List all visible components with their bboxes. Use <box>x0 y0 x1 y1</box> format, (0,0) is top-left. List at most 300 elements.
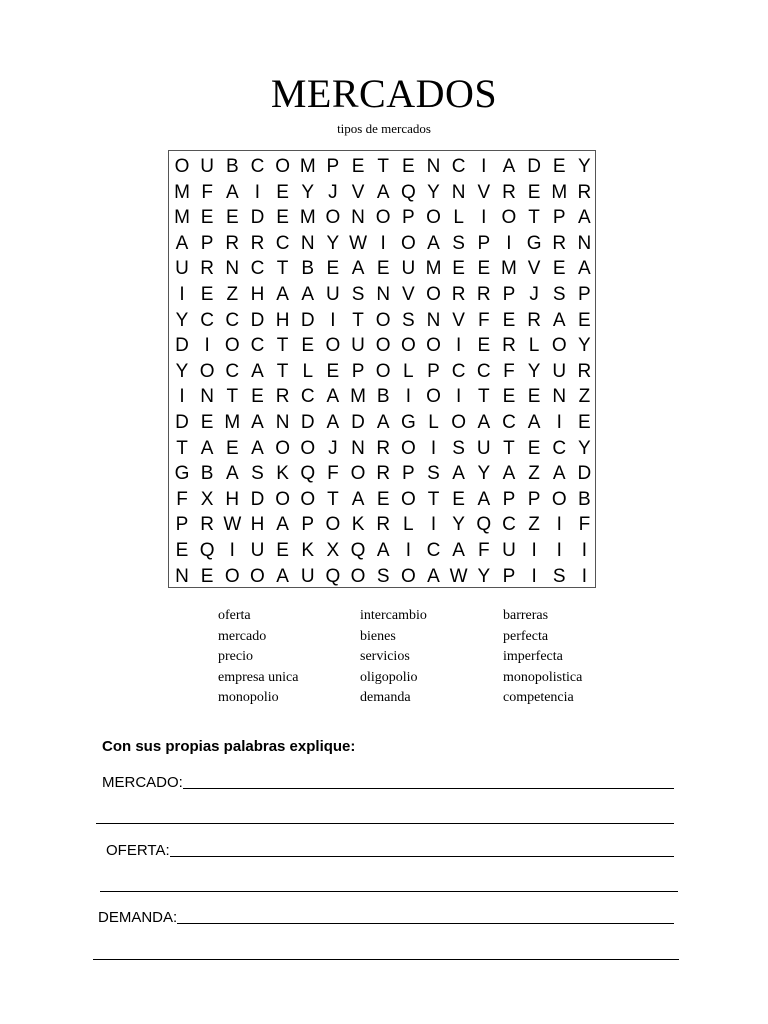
grid-letter[interactable]: A <box>276 565 289 587</box>
grid-letter[interactable]: U <box>401 258 416 280</box>
grid-letter[interactable]: F <box>503 360 515 382</box>
grid-letter[interactable]: J <box>529 284 539 305</box>
grid-letter[interactable]: O <box>400 437 416 459</box>
grid-letter[interactable]: I <box>405 386 411 408</box>
grid-letter[interactable]: U <box>250 540 265 561</box>
grid-letter[interactable]: N <box>225 258 240 280</box>
grid-letter[interactable]: I <box>506 232 512 254</box>
grid-letter[interactable]: Y <box>175 360 189 382</box>
grid-letter[interactable]: I <box>456 335 462 357</box>
demanda-answer-line-2[interactable] <box>93 959 679 960</box>
grid-letter[interactable]: Y <box>578 156 591 177</box>
grid-letter[interactable]: M <box>174 181 190 203</box>
grid-letter[interactable]: T <box>377 156 389 177</box>
grid-letter[interactable]: T <box>427 488 440 510</box>
grid-letter[interactable]: M <box>350 386 366 408</box>
mercado-answer-line-2[interactable] <box>96 823 674 824</box>
grid-letter[interactable]: G <box>526 232 542 254</box>
grid-letter[interactable]: V <box>477 181 491 203</box>
grid-letter[interactable]: O <box>400 335 416 357</box>
grid-letter[interactable]: W <box>223 514 242 536</box>
grid-letter[interactable]: A <box>527 412 541 433</box>
grid-letter[interactable]: G <box>400 412 416 433</box>
grid-letter[interactable]: P <box>502 488 516 510</box>
grid-letter[interactable]: S <box>402 309 415 331</box>
grid-letter[interactable]: A <box>276 514 289 536</box>
grid-letter[interactable]: I <box>430 437 437 459</box>
grid-letter[interactable]: H <box>250 284 265 305</box>
grid-letter[interactable]: I <box>531 540 537 561</box>
grid-letter[interactable]: K <box>301 540 315 561</box>
grid-letter[interactable]: P <box>552 207 566 229</box>
grid-letter[interactable]: A <box>376 540 390 561</box>
grid-letter[interactable]: E <box>251 386 264 408</box>
grid-letter[interactable]: D <box>300 309 315 331</box>
grid-letter[interactable]: O <box>451 412 467 433</box>
grid-letter[interactable]: R <box>577 181 592 203</box>
grid-letter[interactable]: P <box>402 207 415 229</box>
grid-letter[interactable]: U <box>502 540 516 561</box>
grid-letter[interactable]: J <box>328 437 338 459</box>
grid-letter[interactable]: Y <box>477 565 491 587</box>
grid-letter[interactable]: L <box>428 412 439 433</box>
grid-letter[interactable]: I <box>456 386 462 408</box>
grid-letter[interactable]: R <box>200 258 214 280</box>
grid-letter[interactable]: O <box>300 488 316 510</box>
grid-letter[interactable]: S <box>552 565 566 587</box>
grid-letter[interactable]: K <box>276 463 289 485</box>
grid-letter[interactable]: E <box>326 258 340 280</box>
grid-letter[interactable]: M <box>174 207 190 229</box>
grid-letter[interactable]: C <box>502 514 516 536</box>
grid-letter[interactable]: E <box>402 156 415 177</box>
grid-letter[interactable]: V <box>402 284 415 305</box>
grid-letter[interactable]: P <box>326 156 340 177</box>
grid-letter[interactable]: M <box>501 258 517 280</box>
grid-letter[interactable]: O <box>400 488 416 510</box>
grid-letter[interactable]: A <box>251 437 264 459</box>
grid-letter[interactable]: U <box>175 258 189 280</box>
grid-letter[interactable]: A <box>351 488 365 510</box>
grid-letter[interactable]: T <box>226 386 239 408</box>
grid-letter[interactable]: M <box>425 258 442 280</box>
grid-letter[interactable]: D <box>527 156 541 177</box>
grid-letter[interactable]: M <box>299 207 316 229</box>
grid-letter[interactable]: N <box>577 232 592 254</box>
grid-letter[interactable]: A <box>251 412 264 433</box>
grid-letter[interactable]: A <box>477 412 491 433</box>
grid-letter[interactable]: O <box>275 488 290 510</box>
grid-letter[interactable]: F <box>477 309 490 331</box>
grid-letter[interactable]: Q <box>199 540 215 561</box>
grid-letter[interactable]: N <box>175 565 189 587</box>
grid-letter[interactable]: O <box>375 335 391 357</box>
grid-letter[interactable]: R <box>451 284 466 305</box>
grid-letter[interactable]: C <box>451 156 466 177</box>
grid-letter[interactable]: P <box>200 232 214 254</box>
grid-letter[interactable]: I <box>556 412 562 433</box>
grid-letter[interactable]: S <box>452 232 465 254</box>
grid-letter[interactable]: T <box>327 488 339 510</box>
grid-letter[interactable]: Z <box>528 463 540 485</box>
grid-letter[interactable]: I <box>229 540 235 561</box>
grid-letter[interactable]: E <box>301 335 315 357</box>
grid-letter[interactable]: D <box>250 488 265 510</box>
grid-letter[interactable]: P <box>502 284 516 305</box>
grid-letter[interactable]: O <box>426 207 441 229</box>
grid-letter[interactable]: A <box>225 181 239 203</box>
grid-letter[interactable]: O <box>174 156 190 177</box>
grid-letter[interactable]: M <box>551 181 568 203</box>
grid-letter[interactable]: E <box>200 565 214 587</box>
grid-letter[interactable]: N <box>275 412 290 433</box>
grid-letter[interactable]: O <box>400 565 416 587</box>
grid-letter[interactable]: R <box>527 309 541 331</box>
grid-letter[interactable]: O <box>375 309 391 331</box>
grid-letter[interactable]: R <box>502 181 516 203</box>
grid-letter[interactable]: O <box>375 207 391 229</box>
grid-letter[interactable]: C <box>225 360 240 382</box>
grid-letter[interactable]: I <box>556 540 562 561</box>
grid-letter[interactable]: S <box>351 284 365 305</box>
grid-letter[interactable]: P <box>175 514 189 536</box>
grid-letter[interactable]: E <box>477 335 491 357</box>
grid-letter[interactable]: O <box>300 437 316 459</box>
grid-letter[interactable]: O <box>375 360 391 382</box>
grid-letter[interactable]: R <box>476 284 491 305</box>
grid-letter[interactable]: L <box>403 360 414 382</box>
grid-letter[interactable]: E <box>477 258 491 280</box>
grid-letter[interactable]: A <box>376 412 390 433</box>
grid-letter[interactable]: C <box>552 437 567 459</box>
grid-letter[interactable]: O <box>426 335 441 357</box>
grid-letter[interactable]: R <box>376 463 391 485</box>
grid-letter[interactable]: O <box>426 386 441 408</box>
grid-letter[interactable]: T <box>503 437 515 459</box>
grid-letter[interactable]: M <box>299 156 316 177</box>
grid-letter[interactable]: R <box>552 232 567 254</box>
grid-letter[interactable]: E <box>225 207 239 229</box>
grid-letter[interactable]: I <box>380 232 386 254</box>
grid-letter[interactable]: O <box>350 565 366 587</box>
grid-letter[interactable]: E <box>527 181 541 203</box>
grid-letter[interactable]: P <box>578 284 591 305</box>
grid-letter[interactable]: F <box>176 488 188 510</box>
grid-letter[interactable]: Q <box>350 540 366 561</box>
grid-letter[interactable]: L <box>453 207 464 229</box>
grid-letter[interactable]: X <box>326 540 340 561</box>
grid-letter[interactable]: E <box>276 540 289 561</box>
grid-letter[interactable]: O <box>325 207 341 229</box>
grid-letter[interactable]: I <box>430 514 437 536</box>
grid-letter[interactable]: S <box>427 463 440 485</box>
grid-letter[interactable]: U <box>351 335 365 357</box>
grid-letter[interactable]: P <box>301 514 315 536</box>
grid-letter[interactable]: E <box>200 207 214 229</box>
grid-letter[interactable]: N <box>300 232 315 254</box>
oferta-answer-line[interactable] <box>106 840 674 862</box>
grid-letter[interactable]: U <box>552 360 567 382</box>
grid-letter[interactable]: Y <box>301 181 315 203</box>
grid-letter[interactable]: E <box>376 488 390 510</box>
grid-letter[interactable]: U <box>200 156 214 177</box>
grid-letter[interactable]: A <box>477 488 491 510</box>
grid-letter[interactable]: A <box>326 386 340 408</box>
grid-letter[interactable]: D <box>250 207 265 229</box>
grid-letter[interactable]: H <box>225 488 240 510</box>
grid-letter[interactable]: A <box>276 284 289 305</box>
grid-letter[interactable]: Q <box>476 514 492 536</box>
grid-letter[interactable]: E <box>276 181 289 203</box>
grid-letter[interactable]: O <box>250 565 265 587</box>
grid-letter[interactable]: U <box>300 565 315 587</box>
grid-letter[interactable]: B <box>301 258 315 280</box>
grid-letter[interactable]: A <box>502 156 516 177</box>
grid-letter[interactable]: C <box>200 309 214 331</box>
grid-letter[interactable]: V <box>351 181 365 203</box>
grid-letter[interactable]: N <box>426 309 441 331</box>
grid-letter[interactable]: T <box>477 386 490 408</box>
grid-letter[interactable]: O <box>400 232 416 254</box>
grid-letter[interactable]: V <box>527 258 541 280</box>
grid-letter[interactable]: E <box>276 207 289 229</box>
grid-letter[interactable]: F <box>327 463 339 485</box>
grid-letter[interactable]: P <box>351 360 365 382</box>
grid-letter[interactable]: Y <box>326 232 340 254</box>
grid-letter[interactable]: S <box>452 437 465 459</box>
grid-letter[interactable]: Y <box>578 335 591 357</box>
grid-letter[interactable]: I <box>581 540 588 561</box>
grid-letter[interactable]: R <box>250 232 265 254</box>
grid-letter[interactable]: F <box>578 514 591 536</box>
grid-letter[interactable]: H <box>275 309 290 331</box>
grid-letter[interactable]: R <box>225 232 240 254</box>
grid-letter[interactable]: N <box>552 386 567 408</box>
grid-letter[interactable]: A <box>200 437 214 459</box>
grid-letter[interactable]: A <box>427 232 440 254</box>
grid-letter[interactable]: T <box>176 437 188 459</box>
grid-letter[interactable]: I <box>481 156 487 177</box>
mercado-answer-line[interactable] <box>102 772 674 794</box>
grid-letter[interactable]: W <box>349 232 368 254</box>
grid-letter[interactable]: E <box>452 488 465 510</box>
grid-letter[interactable]: E <box>502 309 516 331</box>
grid-letter[interactable]: A <box>175 232 189 254</box>
grid-letter[interactable]: C <box>502 412 516 433</box>
oferta-answer-line-2[interactable] <box>100 891 678 892</box>
grid-letter[interactable]: T <box>276 335 289 357</box>
grid-letter[interactable]: B <box>200 463 214 485</box>
grid-letter[interactable]: A <box>552 463 566 485</box>
grid-letter[interactable]: I <box>581 565 588 587</box>
grid-letter[interactable]: Y <box>477 463 491 485</box>
grid-letter[interactable]: C <box>476 360 491 382</box>
grid-letter[interactable]: H <box>250 514 265 536</box>
grid-letter[interactable]: X <box>200 488 214 510</box>
grid-letter[interactable]: O <box>350 463 366 485</box>
grid-letter[interactable]: E <box>351 156 365 177</box>
grid-letter[interactable]: E <box>452 258 465 280</box>
grid-letter[interactable]: J <box>328 181 338 203</box>
grid-letter[interactable]: A <box>552 309 566 331</box>
grid-letter[interactable]: L <box>403 514 414 536</box>
grid-letter[interactable]: N <box>351 437 365 459</box>
grid-letter[interactable]: Y <box>527 360 541 382</box>
grid-letter[interactable]: R <box>376 437 391 459</box>
grid-letter[interactable]: I <box>204 335 210 357</box>
grid-letter[interactable]: E <box>552 258 566 280</box>
grid-letter[interactable]: P <box>402 463 415 485</box>
grid-letter[interactable]: R <box>200 514 214 536</box>
grid-letter[interactable]: A <box>452 463 465 485</box>
grid-letter[interactable]: C <box>451 360 466 382</box>
grid-letter[interactable]: Y <box>175 309 189 331</box>
grid-letter[interactable]: R <box>376 514 391 536</box>
grid-letter[interactable]: O <box>501 207 517 229</box>
grid-letter[interactable]: O <box>275 437 290 459</box>
grid-letter[interactable]: I <box>405 540 411 561</box>
grid-letter[interactable]: Q <box>325 565 341 587</box>
grid-letter[interactable]: I <box>531 565 537 587</box>
grid-letter[interactable]: S <box>251 463 264 485</box>
grid-letter[interactable]: M <box>224 412 241 433</box>
grid-letter[interactable]: T <box>276 258 289 280</box>
grid-letter[interactable]: I <box>481 207 487 229</box>
grid-letter[interactable]: F <box>477 540 490 561</box>
grid-letter[interactable]: O <box>224 565 240 587</box>
grid-letter[interactable]: I <box>254 181 261 203</box>
grid-letter[interactable]: A <box>351 258 365 280</box>
grid-letter[interactable]: N <box>426 156 441 177</box>
grid-letter[interactable]: K <box>351 514 365 536</box>
grid-letter[interactable]: D <box>250 309 265 331</box>
grid-letter[interactable]: U <box>326 284 340 305</box>
grid-letter[interactable]: O <box>325 335 341 357</box>
grid-letter[interactable]: A <box>578 258 591 280</box>
grid-letter[interactable]: C <box>250 335 265 357</box>
grid-letter[interactable]: D <box>175 412 189 433</box>
grid-letter[interactable]: E <box>502 386 516 408</box>
grid-letter[interactable]: G <box>174 463 190 485</box>
grid-letter[interactable]: U <box>476 437 491 459</box>
grid-letter[interactable]: I <box>179 386 185 408</box>
grid-letter[interactable]: P <box>502 565 516 587</box>
grid-letter[interactable]: Z <box>226 284 239 305</box>
grid-letter[interactable]: A <box>326 412 340 433</box>
word-item: demanda <box>360 690 411 705</box>
page-title: MERCADOS <box>270 71 498 116</box>
grid-letter[interactable]: Q <box>300 463 316 485</box>
grid-letter[interactable]: E <box>326 360 340 382</box>
grid-letter[interactable]: D <box>351 412 365 433</box>
grid-row <box>169 154 595 180</box>
grid-letter[interactable]: C <box>250 258 265 280</box>
grid-letter[interactable]: R <box>502 335 516 357</box>
grid-letter[interactable]: S <box>376 565 390 587</box>
grid-letter[interactable]: C <box>225 309 240 331</box>
grid-letter[interactable]: N <box>351 207 365 229</box>
grid-letter[interactable]: C <box>426 540 441 561</box>
grid-letter[interactable]: E <box>225 437 239 459</box>
grid-letter[interactable]: P <box>477 232 491 254</box>
grid-letter[interactable]: A <box>251 360 264 382</box>
grid-letter[interactable]: A <box>502 463 516 485</box>
grid-letter[interactable]: D <box>175 335 189 357</box>
grid-letter[interactable]: E <box>578 309 591 331</box>
grid-letter[interactable]: A <box>452 540 465 561</box>
grid-letter[interactable]: E <box>578 412 591 433</box>
grid-letter[interactable]: T <box>352 309 364 331</box>
grid-letter[interactable]: O <box>325 514 341 536</box>
grid-letter[interactable]: I <box>556 514 562 536</box>
grid-letter[interactable]: B <box>376 386 390 408</box>
grid-letter[interactable]: V <box>452 309 465 331</box>
grid-letter[interactable]: B <box>225 156 239 177</box>
grid-letter[interactable]: S <box>552 284 566 305</box>
grid-letter[interactable]: O <box>551 488 567 510</box>
grid-letter[interactable]: N <box>200 386 214 408</box>
grid-letter[interactable]: R <box>577 360 592 382</box>
grid-letter[interactable]: O <box>426 284 441 305</box>
grid-letter[interactable]: N <box>451 181 466 203</box>
grid-letter[interactable]: L <box>302 360 314 382</box>
grid-letter[interactable]: W <box>449 565 468 587</box>
grid-letter[interactable]: A <box>301 284 315 305</box>
grid-letter[interactable]: C <box>275 232 290 254</box>
grid-letter[interactable]: N <box>376 284 391 305</box>
grid-letter[interactable]: L <box>528 335 540 357</box>
grid-letter[interactable]: T <box>276 360 289 382</box>
grid-letter[interactable]: E <box>527 437 541 459</box>
grid-letter[interactable]: A <box>376 181 390 203</box>
grid-letter[interactable]: P <box>427 360 440 382</box>
grid-letter[interactable]: O <box>199 360 215 382</box>
grid-letter[interactable]: A <box>225 463 239 485</box>
grid-letter[interactable]: C <box>300 386 315 408</box>
word-list-column-3 <box>503 606 582 709</box>
grid-letter[interactable]: Z <box>528 514 540 536</box>
demanda-answer-line[interactable] <box>98 907 678 929</box>
word-search-grid <box>168 150 596 588</box>
grid-letter[interactable]: Y <box>452 514 465 536</box>
grid-letter[interactable]: E <box>200 284 214 305</box>
grid-letter[interactable]: F <box>201 181 213 203</box>
grid-letter[interactable]: Y <box>578 437 591 459</box>
grid-letter[interactable]: B <box>578 488 591 510</box>
grid-letter[interactable]: E <box>200 412 214 433</box>
grid-letter[interactable]: A <box>578 207 591 229</box>
grid-letter[interactable]: I <box>179 284 185 305</box>
grid-letter[interactable]: D <box>300 412 315 433</box>
grid-letter[interactable]: Y <box>427 181 440 203</box>
grid-letter[interactable]: T <box>528 207 540 229</box>
grid-letter[interactable]: A <box>427 565 440 587</box>
grid-letter[interactable]: E <box>376 258 390 280</box>
grid-letter[interactable]: R <box>275 386 290 408</box>
grid-letter[interactable]: D <box>577 463 592 485</box>
grid-letter[interactable]: O <box>224 335 240 357</box>
grid-letter[interactable]: Q <box>400 181 416 203</box>
grid-letter[interactable]: O <box>551 335 567 357</box>
grid-letter[interactable]: I <box>330 309 336 331</box>
grid-letter[interactable]: P <box>527 488 541 510</box>
grid-letter[interactable]: E <box>552 156 566 177</box>
grid-letter[interactable]: O <box>275 156 290 177</box>
grid-letter[interactable]: E <box>175 540 189 561</box>
grid-letter[interactable]: E <box>527 386 541 408</box>
grid-letter[interactable]: C <box>250 156 265 177</box>
grid-letter[interactable]: Z <box>578 386 591 408</box>
